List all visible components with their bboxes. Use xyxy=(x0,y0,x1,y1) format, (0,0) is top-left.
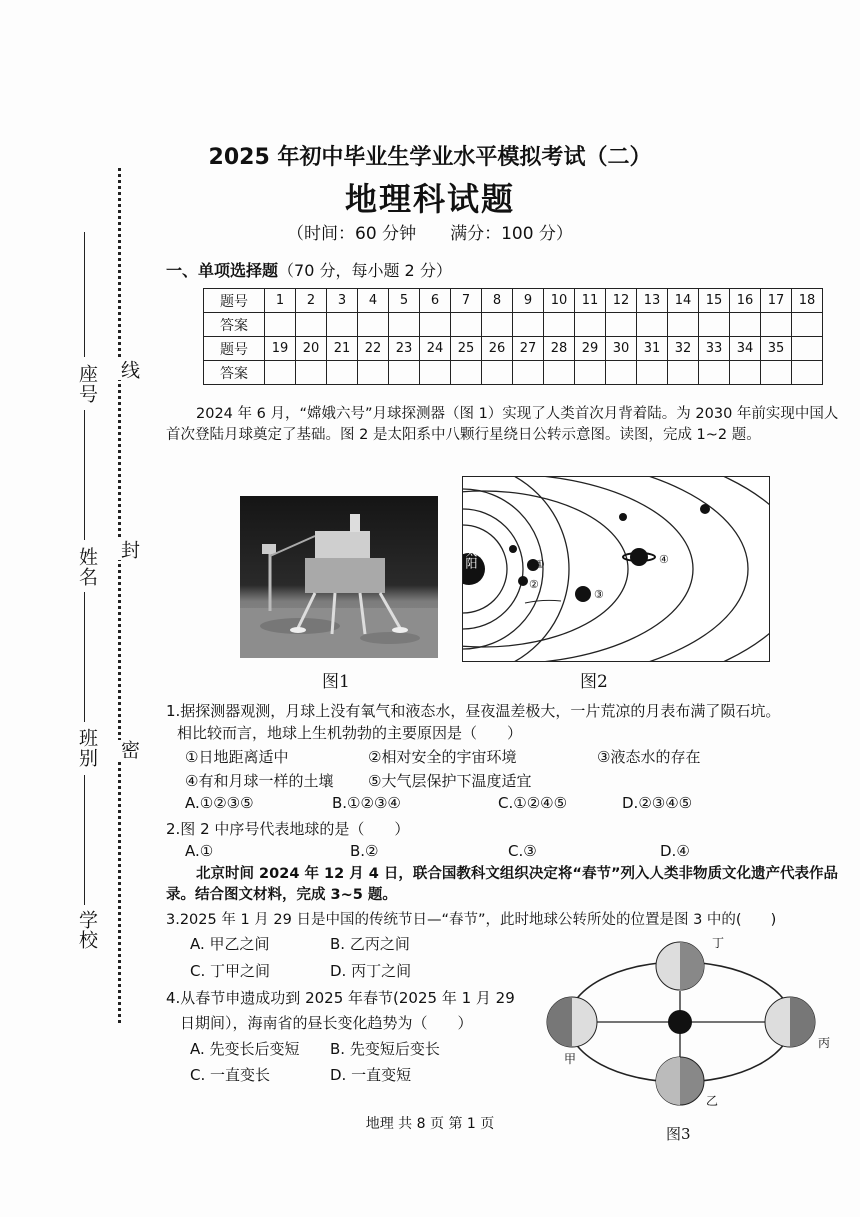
page-footer: 地理 共 8 页 第 1 页 xyxy=(365,1116,495,1132)
answer-cell[interactable] xyxy=(575,313,606,337)
q4-stem-line1: 4.从春节申遗成功到 2025 年春节(2025 年 1 月 29 xyxy=(166,989,515,1007)
answer-cell[interactable] xyxy=(761,313,792,337)
seat-line xyxy=(84,232,85,357)
table-cell: 13 xyxy=(637,289,668,313)
answer-cell[interactable] xyxy=(699,361,730,385)
answer-cell[interactable] xyxy=(482,313,513,337)
answer-cell[interactable] xyxy=(699,313,730,337)
table-cell: 35 xyxy=(761,337,792,361)
table-cell: 3 xyxy=(327,289,358,313)
school-label: 学校 xyxy=(76,910,98,950)
q2-option-d[interactable]: D.④ xyxy=(660,842,690,860)
table-cell: 32 xyxy=(668,337,699,361)
q3-option-c[interactable]: C. 丁甲之间 xyxy=(190,962,271,980)
seal-mi-char: 密 xyxy=(116,740,143,760)
answer-cell[interactable] xyxy=(265,313,296,337)
table-cell: 23 xyxy=(389,337,420,361)
q1-statement-1: ①日地距离适中 xyxy=(185,748,289,766)
school-line xyxy=(84,775,85,905)
table-cell: 9 xyxy=(513,289,544,313)
table-cell: 30 xyxy=(606,337,637,361)
lander-icon xyxy=(240,496,438,658)
table-cell: 25 xyxy=(451,337,482,361)
q4-option-c[interactable]: C. 一直变长 xyxy=(190,1066,271,1084)
table-cell: 24 xyxy=(420,337,451,361)
answer-cell[interactable] xyxy=(513,313,544,337)
q4-option-d[interactable]: D. 一直变短 xyxy=(330,1066,412,1084)
table-cell: 15 xyxy=(699,289,730,313)
answer-cell[interactable] xyxy=(451,313,482,337)
class-line xyxy=(84,592,85,722)
table-cell: 11 xyxy=(575,289,606,313)
table-cell: 31 xyxy=(637,337,668,361)
answer-cell[interactable] xyxy=(327,313,358,337)
seat-label: 座号 xyxy=(76,364,98,404)
table-row xyxy=(204,313,823,337)
answer-cell[interactable] xyxy=(637,361,668,385)
q1-option-a[interactable]: A.①②③⑤ xyxy=(185,794,254,812)
intro-paragraph-2: 北京时间 2024 年 12 月 4 日，联合国教科文组织决定将“春节”列入人类非物质文化遗产代表作品录。结合图文材料，完成 3~5 题。 xyxy=(166,866,838,903)
row-header: 题号 xyxy=(204,337,265,361)
solar-system-diagram xyxy=(462,476,770,662)
table-cell: 28 xyxy=(544,337,575,361)
lander-photo xyxy=(240,496,438,658)
table-cell: 26 xyxy=(482,337,513,361)
answer-cell[interactable] xyxy=(668,361,699,385)
row-header: 答案 xyxy=(204,313,265,337)
fig3-caption: 图3 xyxy=(666,1125,691,1143)
seal-feng-char: 封 xyxy=(116,540,143,560)
answer-cell[interactable] xyxy=(730,313,761,337)
table-cell: 33 xyxy=(699,337,730,361)
row-header: 答案 xyxy=(204,361,265,385)
table-cell: 16 xyxy=(730,289,761,313)
table-cell: 2 xyxy=(296,289,327,313)
row-header: 题号 xyxy=(204,289,265,313)
table-cell: 1 xyxy=(265,289,296,313)
q4-option-b[interactable]: B. 先变短后变长 xyxy=(330,1040,440,1058)
q4-option-a[interactable]: A. 先变长后变短 xyxy=(190,1040,300,1058)
name-line xyxy=(84,410,85,540)
answer-cell[interactable] xyxy=(668,313,699,337)
exam-title: 2025 年初中毕业生学业水平模拟考试（二） xyxy=(208,145,652,170)
table-row xyxy=(204,361,823,385)
q1-statement-4: ④有和月球一样的土壤 xyxy=(185,772,334,790)
q1-stem-line2: 相比较而言，地球上生机勃勃的主要原因是（ ） xyxy=(177,724,523,742)
q1-option-c[interactable]: C.①②④⑤ xyxy=(498,794,568,812)
class-label: 班别 xyxy=(76,728,98,768)
q2-option-c[interactable]: C.③ xyxy=(508,842,537,860)
fig1-caption: 图1 xyxy=(322,672,350,692)
table-cell: 20 xyxy=(296,337,327,361)
q2-option-a[interactable]: A.① xyxy=(185,842,214,860)
q1-statement-2: ②相对安全的宇宙环境 xyxy=(368,748,517,766)
table-cell: 4 xyxy=(358,289,389,313)
table-cell: 27 xyxy=(513,337,544,361)
answer-cell[interactable] xyxy=(389,313,420,337)
q1-option-d[interactable]: D.②③④⑤ xyxy=(622,794,693,812)
table-cell: 29 xyxy=(575,337,606,361)
answer-cell[interactable] xyxy=(513,361,544,385)
answer-cell[interactable] xyxy=(482,361,513,385)
answer-cell[interactable] xyxy=(358,313,389,337)
answer-cell[interactable] xyxy=(327,361,358,385)
planet-label-1: ① xyxy=(535,558,545,571)
q3-option-a[interactable]: A. 甲乙之间 xyxy=(190,935,270,953)
label-bing: 丙 xyxy=(818,1036,831,1050)
q1-statement-3: ③液态水的存在 xyxy=(597,748,701,766)
answer-cell[interactable] xyxy=(265,361,296,385)
answer-cell[interactable] xyxy=(792,313,823,337)
answer-cell xyxy=(792,361,823,385)
name-label: 姓名 xyxy=(76,547,98,587)
table-cell: 6 xyxy=(420,289,451,313)
q1-statement-5: ⑤大气层保护下温度适宜 xyxy=(368,772,532,790)
answer-cell[interactable] xyxy=(730,361,761,385)
table-row xyxy=(204,337,823,361)
sun-icon xyxy=(668,1010,692,1034)
answer-cell[interactable] xyxy=(296,313,327,337)
q2-stem: 2.图 2 中序号代表地球的是（ ） xyxy=(166,820,410,838)
table-cell: 7 xyxy=(451,289,482,313)
section-note: （70 分，每小题 2 分） xyxy=(278,261,452,280)
table-cell: 22 xyxy=(358,337,389,361)
table-cell: 19 xyxy=(265,337,296,361)
q2-option-b[interactable]: B.② xyxy=(350,842,379,860)
answer-cell[interactable] xyxy=(358,361,389,385)
planet-label-3: ③ xyxy=(594,588,604,601)
fig2-caption: 图2 xyxy=(580,672,608,692)
answer-cell[interactable] xyxy=(544,361,575,385)
table-cell xyxy=(792,337,823,361)
answer-cell[interactable] xyxy=(606,361,637,385)
sun-label: 太阳 xyxy=(464,545,478,569)
section-label: 一、单项选择题 xyxy=(166,261,279,280)
q3-option-d[interactable]: D. 丙丁之间 xyxy=(330,962,412,980)
table-cell: 8 xyxy=(482,289,513,313)
time-info: （时间：60 分钟 满分：100 分） xyxy=(287,224,573,244)
label-yi: 乙 xyxy=(706,1094,719,1108)
answer-cell[interactable] xyxy=(761,361,792,385)
table-cell: 14 xyxy=(668,289,699,313)
answer-cell[interactable] xyxy=(606,313,637,337)
q3-stem: 3.2025 年 1 月 29 日是中国的传统节日—“春节”，此时地球公转所处的位置是图 3 中的( ) xyxy=(166,912,777,928)
label-jia: 甲 xyxy=(564,1052,577,1066)
answer-cell[interactable] xyxy=(575,361,606,385)
planet-label-4: ④ xyxy=(659,553,669,566)
q1-option-b[interactable]: B.①②③④ xyxy=(332,794,401,812)
label-ding: 丁 xyxy=(712,936,725,950)
binding-dotted-line xyxy=(118,168,121,1023)
earth-orbit-diagram xyxy=(540,936,840,1111)
table-cell: 18 xyxy=(792,289,823,313)
planet-label-2: ② xyxy=(529,578,539,591)
table-cell: 34 xyxy=(730,337,761,361)
answer-cell[interactable] xyxy=(389,361,420,385)
subject-title: 地理科试题 xyxy=(344,180,515,218)
answer-cell[interactable] xyxy=(296,361,327,385)
section-heading xyxy=(166,258,452,281)
table-cell: 17 xyxy=(761,289,792,313)
table-cell: 10 xyxy=(544,289,575,313)
q4-stem-line2: 日期间），海南省的昼长变化趋势为（ ） xyxy=(180,1014,473,1032)
seal-line-char: 线 xyxy=(116,360,143,380)
q1-stem-line1: 1.据探测器观测，月球上没有氧气和液态水，昼夜温差极大，一片荒凉的月表布满了陨石坑。 xyxy=(166,702,781,720)
answer-cell[interactable] xyxy=(420,313,451,337)
table-row xyxy=(204,289,823,313)
q3-option-b[interactable]: B. 乙丙之间 xyxy=(330,935,410,953)
answer-cell[interactable] xyxy=(637,313,668,337)
table-cell: 21 xyxy=(327,337,358,361)
table-cell: 5 xyxy=(389,289,420,313)
table-cell: 12 xyxy=(606,289,637,313)
answer-cell[interactable] xyxy=(451,361,482,385)
intro-paragraph-1: 2024 年 6 月，“嫦娥六号”月球探测器（图 1）实现了人类首次月背着陆。为 2030 年前实现中国人首次登陆月球奠定了基础。图 2 是太阳系中八颗行星绕日公转示意图。读图，完成 1~2 题。 xyxy=(166,406,839,443)
answer-cell[interactable] xyxy=(420,361,451,385)
answer-cell[interactable] xyxy=(544,313,575,337)
answer-table xyxy=(203,288,823,385)
